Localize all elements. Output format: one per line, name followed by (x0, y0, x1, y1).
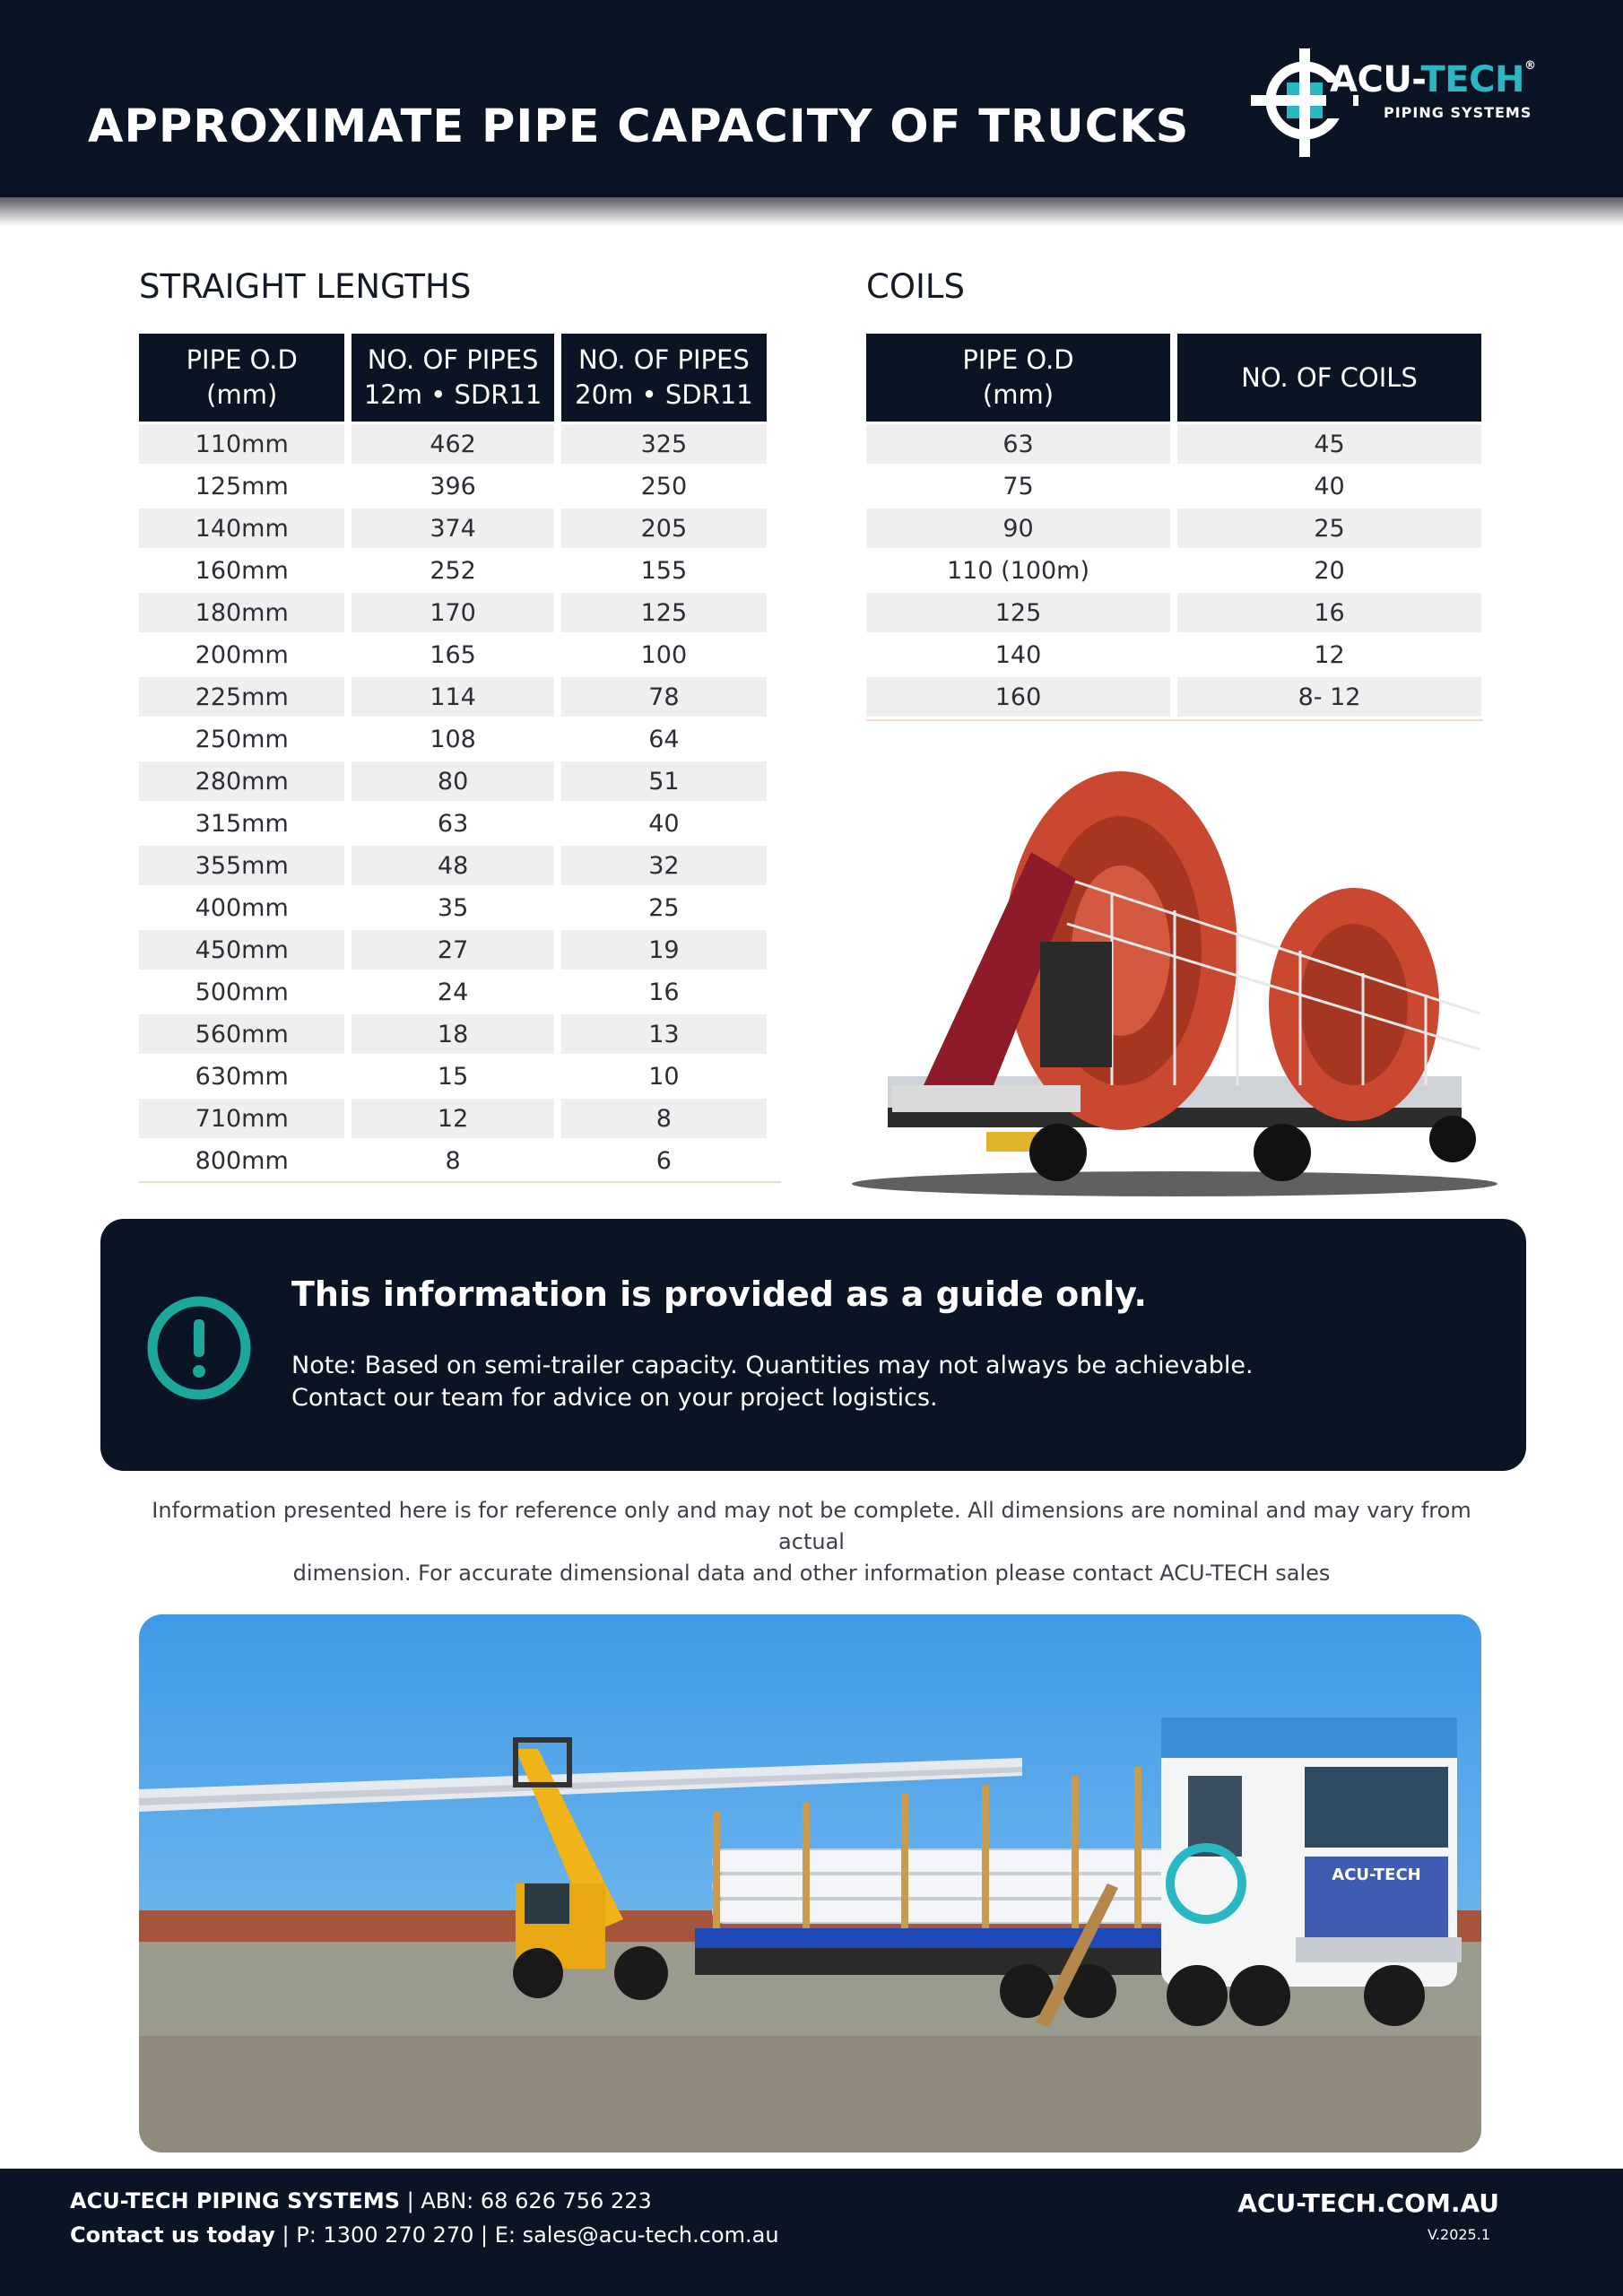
table-cell: 252 (352, 548, 553, 590)
table-cell: 80 (352, 759, 553, 801)
table-cell: 8- 12 (1177, 674, 1481, 717)
notice-title: This information is provided as a guide only. (291, 1274, 1147, 1314)
exclamation-icon (145, 1294, 253, 1402)
table-row (866, 422, 1481, 464)
table-cell: 110mm (139, 422, 344, 464)
table-header-row (866, 334, 1481, 422)
table-cell: 8 (561, 1096, 767, 1138)
table-row (139, 885, 767, 927)
table-cell: 24 (352, 970, 553, 1012)
coils-table (859, 334, 1488, 717)
straight-lengths-table (132, 334, 774, 1180)
table-cell: 125 (866, 590, 1170, 632)
table-row (866, 674, 1481, 717)
table-cell: 160 (866, 674, 1170, 717)
table-cell: 400mm (139, 885, 344, 927)
table-cell: 170 (352, 590, 553, 632)
table-row (866, 464, 1481, 506)
guide-notice-box (100, 1219, 1526, 1471)
col-header-pipes-20m: NO. OF PIPES 20m • SDR11 (561, 334, 767, 422)
table-cell: 8 (352, 1138, 553, 1180)
table-cell: 40 (561, 801, 767, 843)
table-cell: 35 (352, 885, 553, 927)
table-cell: 19 (561, 927, 767, 970)
table-row (139, 464, 767, 506)
table-row (139, 759, 767, 801)
table-cell: 20 (1177, 548, 1481, 590)
table-cell: 462 (352, 422, 553, 464)
table-cell: 16 (561, 970, 767, 1012)
straight-lengths-title: STRAIGHT LENGTHS (139, 267, 472, 306)
table-cell: 12 (1177, 632, 1481, 674)
table-cell: 355mm (139, 843, 344, 885)
footer-contact-label: Contact us today (70, 2222, 275, 2248)
table-cell: 165 (352, 632, 553, 674)
table-cell: 108 (352, 717, 553, 759)
table-row (866, 632, 1481, 674)
table-row (139, 422, 767, 464)
table-row (139, 927, 767, 970)
table-cell: 25 (561, 885, 767, 927)
col-header-pipes-12m: NO. OF PIPES 12m • SDR11 (352, 334, 553, 422)
table-cell: 13 (561, 1012, 767, 1054)
table-cell: 374 (352, 506, 553, 548)
table-cell: 225mm (139, 674, 344, 717)
table-row (139, 506, 767, 548)
disclaimer-line-1: Information presented here is for reference only and may not be complete. All dimensions are nominal and may vary from actual (152, 1498, 1471, 1554)
disclaimer-line-2: dimension. For accurate dimensional data and other information please contact ACU-TECH sales (292, 1561, 1331, 1586)
footer-company-line (70, 2188, 652, 2213)
table-cell: 630mm (139, 1054, 344, 1096)
table-cell: 140 (866, 632, 1170, 674)
footer-company: ACU-TECH PIPING SYSTEMS (70, 2188, 400, 2213)
table-cell: 450mm (139, 927, 344, 970)
table-bottom-rule (866, 719, 1483, 721)
table-row (866, 506, 1481, 548)
table-cell: 710mm (139, 1096, 344, 1138)
table-cell: 800mm (139, 1138, 344, 1180)
table-cell: 250mm (139, 717, 344, 759)
table-cell: 325 (561, 422, 767, 464)
col-header-no-of-coils: NO. OF COILS (1177, 334, 1481, 422)
table-row (139, 1138, 767, 1180)
table-cell: 40 (1177, 464, 1481, 506)
footer-website-link[interactable]: ACU-TECH.COM.AU (1237, 2188, 1499, 2218)
notice-line-1: Note: Based on semi-trailer capacity. Quantities may not always be achievable. (291, 1352, 1254, 1379)
coils-title: COILS (866, 267, 965, 306)
table-row (139, 548, 767, 590)
table-row (866, 590, 1481, 632)
table-cell: 90 (866, 506, 1170, 548)
table-cell: 200mm (139, 632, 344, 674)
page-footer (0, 2169, 1623, 2296)
table-cell: 64 (561, 717, 767, 759)
header-shadow (0, 197, 1623, 226)
page-title: APPROXIMATE PIPE CAPACITY OF TRUCKS (88, 100, 1190, 153)
table-cell: 16 (1177, 590, 1481, 632)
table-row (139, 717, 767, 759)
table-row (139, 801, 767, 843)
logo-wordmark: ACU-TECH® (1330, 59, 1536, 100)
table-cell: 18 (352, 1012, 553, 1054)
table-cell: 500mm (139, 970, 344, 1012)
col-header-coil-pipe-od: PIPE O.D (mm) (866, 334, 1170, 422)
table-cell: 6 (561, 1138, 767, 1180)
table-cell: 45 (1177, 422, 1481, 464)
table-cell: 75 (866, 464, 1170, 506)
table-row (139, 843, 767, 885)
page-header (0, 0, 1623, 197)
table-row (866, 548, 1481, 590)
table-cell: 160mm (139, 548, 344, 590)
footer-version: V.2025.1 (1428, 2226, 1490, 2243)
table-cell: 280mm (139, 759, 344, 801)
table-header-row (139, 334, 767, 422)
table-cell: 110 (100m) (866, 548, 1170, 590)
table-cell: 100 (561, 632, 767, 674)
truck-cab-label: ACU-TECH (1332, 1866, 1421, 1884)
table-row (139, 1096, 767, 1138)
table-bottom-rule (139, 1181, 781, 1183)
table-cell: 315mm (139, 801, 344, 843)
truck-loader-photo (139, 1614, 1481, 2152)
footer-abn: | ABN: 68 626 756 223 (400, 2188, 652, 2213)
table-cell: 125mm (139, 464, 344, 506)
table-cell: 396 (352, 464, 553, 506)
table-cell: 12 (352, 1096, 553, 1138)
table-cell: 48 (352, 843, 553, 885)
acu-tech-logo (1251, 47, 1547, 159)
table-cell: 10 (561, 1054, 767, 1096)
footer-contact-line (70, 2222, 779, 2248)
table-cell: 63 (352, 801, 553, 843)
table-cell: 63 (866, 422, 1170, 464)
table-cell: 27 (352, 927, 553, 970)
table-row (139, 632, 767, 674)
table-cell: 140mm (139, 506, 344, 548)
table-row (139, 590, 767, 632)
table-cell: 180mm (139, 590, 344, 632)
footer-contact-details[interactable]: | P: 1300 270 270 | E: sales@acu-tech.com.au (274, 2222, 779, 2248)
table-row (139, 1054, 767, 1096)
table-cell: 250 (561, 464, 767, 506)
table-row (139, 1012, 767, 1054)
logo-subtitle: PIPING SYSTEMS (1384, 104, 1532, 121)
table-row (139, 970, 767, 1012)
table-cell: 15 (352, 1054, 553, 1096)
table-row (139, 674, 767, 717)
table-cell: 560mm (139, 1012, 344, 1054)
table-cell: 78 (561, 674, 767, 717)
table-cell: 51 (561, 759, 767, 801)
table-cell: 25 (1177, 506, 1481, 548)
disclaimer-text (135, 1495, 1488, 1589)
coil-truck-photo (852, 744, 1497, 1197)
col-header-pipe-od: PIPE O.D (mm) (139, 334, 344, 422)
table-cell: 155 (561, 548, 767, 590)
table-cell: 32 (561, 843, 767, 885)
table-cell: 125 (561, 590, 767, 632)
table-cell: 205 (561, 506, 767, 548)
table-cell: 114 (352, 674, 553, 717)
notice-line-2: Contact our team for advice on your project logistics. (291, 1384, 938, 1412)
